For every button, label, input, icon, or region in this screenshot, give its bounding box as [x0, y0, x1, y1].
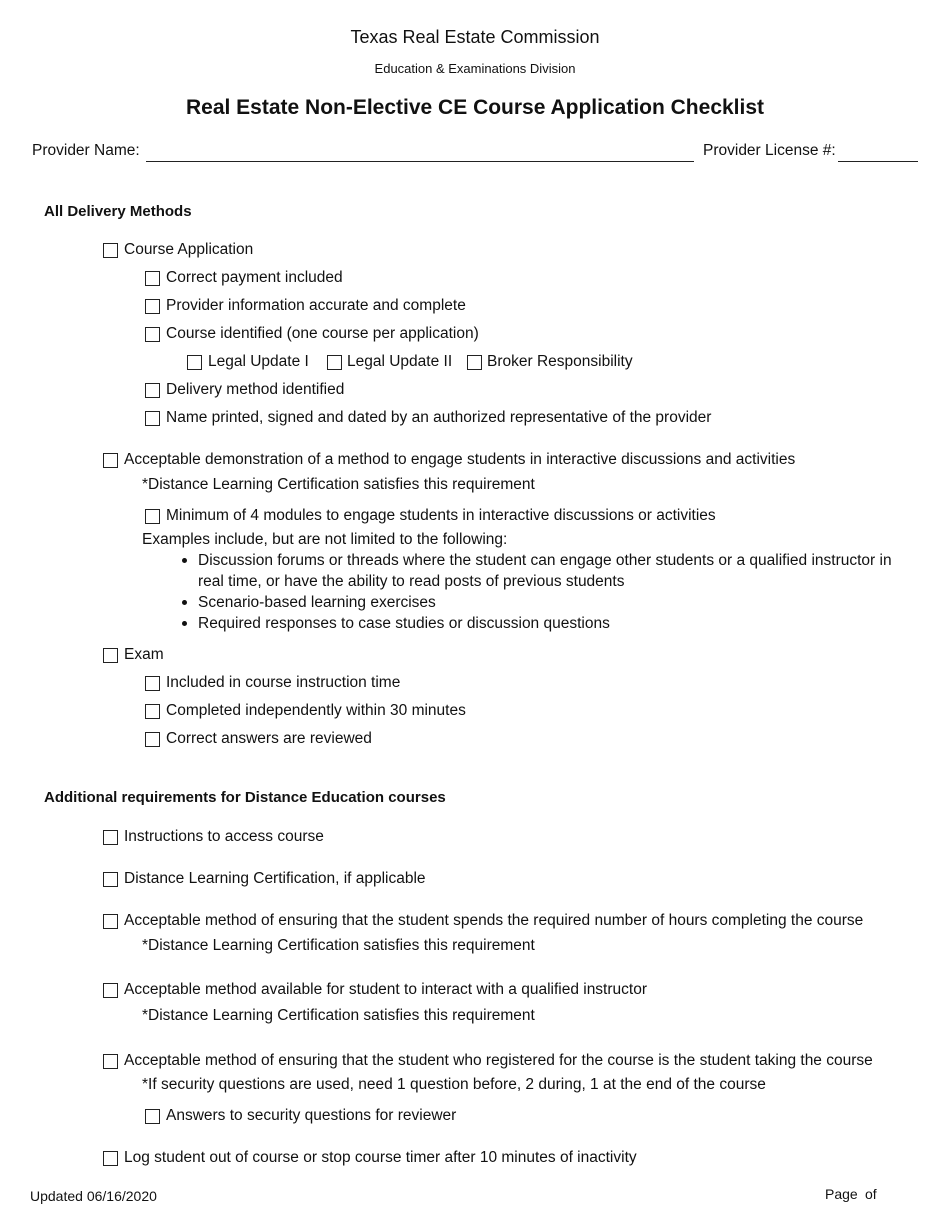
name-printed-label: Name printed, signed and dated by an authorized representative of the provider	[166, 409, 712, 426]
identity-method-checkbox[interactable]	[103, 1054, 118, 1069]
name-printed-checkbox[interactable]	[145, 411, 160, 426]
hours-method-label: Acceptable method of ensuring that the student spends the required number of hours completing the course	[124, 912, 864, 929]
exam-reviewed-label: Correct answers are reviewed	[166, 730, 372, 747]
provider-license-field[interactable]	[838, 161, 918, 162]
provider-name-field[interactable]	[146, 161, 694, 162]
example-1-line2: real time, or have the ability to read posts of previous students	[198, 573, 625, 590]
min-modules-checkbox[interactable]	[145, 509, 160, 524]
legal-update-2-label: Legal Update II	[347, 353, 453, 370]
instructions-checkbox[interactable]	[103, 830, 118, 845]
section-heading-all-delivery: All Delivery Methods	[44, 203, 192, 220]
bullet-icon	[182, 558, 187, 563]
instructor-method-label: Acceptable method available for student to interact with a qualified instructor	[124, 981, 647, 998]
provider-info-checkbox[interactable]	[145, 299, 160, 314]
exam-label: Exam	[124, 646, 164, 663]
logout-checkbox[interactable]	[103, 1151, 118, 1166]
acceptable-demo-label: Acceptable demonstration of a method to engage students in interactive discussions and activities	[124, 451, 796, 468]
broker-responsibility-label: Broker Responsibility	[487, 353, 633, 370]
course-identified-checkbox[interactable]	[145, 327, 160, 342]
example-2: Scenario-based learning exercises	[198, 594, 436, 611]
identity-method-label: Acceptable method of ensuring that the student who registered for the course is the student taking the course	[124, 1052, 873, 1069]
section-heading-distance-education: Additional requirements for Distance Education courses	[44, 789, 446, 806]
exam-checkbox[interactable]	[103, 648, 118, 663]
dlc-applicable-checkbox[interactable]	[103, 872, 118, 887]
legal-update-1-label: Legal Update I	[208, 353, 309, 370]
course-application-checkbox[interactable]	[103, 243, 118, 258]
correct-payment-label: Correct payment included	[166, 269, 343, 286]
instructions-label: Instructions to access course	[124, 828, 324, 845]
security-note: *If security questions are used, need 1 question before, 2 during, 1 at the end of the course	[142, 1076, 766, 1093]
organization-name: Texas Real Estate Commission	[350, 27, 600, 47]
bullet-icon	[182, 600, 187, 605]
examples-intro: Examples include, but are not limited to the following:	[142, 531, 508, 548]
example-1-line1: Discussion forums or threads where the student can engage other students or a qualified instructor in	[198, 552, 892, 569]
division-name: Education & Examinations Division	[374, 61, 576, 76]
dlc-note: *Distance Learning Certification satisfies this requirement	[142, 1007, 535, 1024]
delivery-method-checkbox[interactable]	[145, 383, 160, 398]
hours-method-checkbox[interactable]	[103, 914, 118, 929]
bullet-icon	[182, 621, 187, 626]
security-answers-checkbox[interactable]	[145, 1109, 160, 1124]
dlc-applicable-label: Distance Learning Certification, if applicable	[124, 870, 426, 887]
exam-independent-label: Completed independently within 30 minutes	[166, 702, 466, 719]
course-identified-label: Course identified (one course per application)	[166, 325, 479, 342]
logout-label: Log student out of course or stop course timer after 10 minutes of inactivity	[124, 1149, 637, 1166]
provider-license-label: Provider License #:	[703, 142, 836, 159]
example-3: Required responses to case studies or discussion questions	[198, 615, 610, 632]
of-label: of	[865, 1186, 877, 1202]
updated-date: Updated 06/16/2020	[30, 1188, 157, 1204]
exam-reviewed-checkbox[interactable]	[145, 732, 160, 747]
provider-info-label: Provider information accurate and complete	[166, 297, 466, 314]
legal-update-2-checkbox[interactable]	[327, 355, 342, 370]
correct-payment-checkbox[interactable]	[145, 271, 160, 286]
instructor-method-checkbox[interactable]	[103, 983, 118, 998]
broker-responsibility-checkbox[interactable]	[467, 355, 482, 370]
exam-included-label: Included in course instruction time	[166, 674, 401, 691]
acceptable-demo-checkbox[interactable]	[103, 453, 118, 468]
security-answers-label: Answers to security questions for reviewer	[166, 1107, 457, 1124]
dlc-note: *Distance Learning Certification satisfies this requirement	[142, 937, 535, 954]
min-modules-label: Minimum of 4 modules to engage students in interactive discussions or activities	[166, 507, 716, 524]
legal-update-1-checkbox[interactable]	[187, 355, 202, 370]
course-application-label: Course Application	[124, 241, 254, 258]
exam-independent-checkbox[interactable]	[145, 704, 160, 719]
delivery-method-label: Delivery method identified	[166, 381, 345, 398]
dlc-note: *Distance Learning Certification satisfies this requirement	[142, 476, 535, 493]
page-label: Page	[825, 1186, 858, 1202]
exam-included-checkbox[interactable]	[145, 676, 160, 691]
provider-name-label: Provider Name:	[32, 142, 140, 159]
page-title: Real Estate Non-Elective CE Course Application Checklist	[185, 96, 765, 119]
